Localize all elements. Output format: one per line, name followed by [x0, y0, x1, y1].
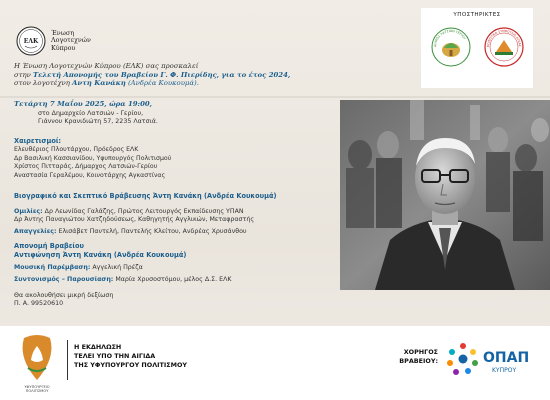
intro-line-3-pre: στον λογοτέχνη — [14, 79, 73, 88]
sponsors-title: ΥΠΟΣΤΗΡΙΚΤΕΣ — [453, 12, 501, 18]
agkastina-seal-text: ΚΟΙΝΟΤΙΚΟ ΣΥΜΒΟΥΛΙΟ ΑΓΚΑΣ — [485, 28, 523, 48]
patronage-line: ΤΕΛΕΙ ΥΠΟ ΤΗΝ ΑΙΓΙΔΑ — [74, 352, 156, 360]
paper-crease — [0, 96, 550, 98]
rsvp-phone: Π. Α. 99520610 — [14, 300, 64, 308]
award-section — [14, 242, 186, 260]
award-line-2: Αντιφώνηση Άντη Κανάκη (Ανδρέα Κουκουμά) — [14, 251, 187, 259]
recitation-label: Απαγγελίες: — [14, 228, 57, 235]
coordination — [14, 276, 232, 284]
greetings-list — [14, 146, 171, 180]
intro-line-2-pre: στην — [14, 70, 34, 79]
patronage-line: ΤΗΣ ΥΦΥΠΟΥΡΓΟΥ ΠΟΛΙΤΙΣΜΟΥ — [74, 361, 188, 369]
coord-label: Συντονισμός – Παρουσίαση: — [14, 276, 114, 283]
elk-name-line: Ένωση — [51, 28, 75, 37]
event-venue — [38, 110, 158, 126]
opap-name: ΟΠΑΠ — [483, 350, 530, 366]
speeches — [14, 208, 254, 224]
speeches-text: Δρ Λεωνίδας Γαλάζης, Πρώτος Λειτουργός Εκπαίδευσης ΥΠΑΝ — [42, 208, 244, 215]
opap-logo-icon — [443, 338, 543, 382]
sponsor-label-line: ΒΡΑΒΕΙΟΥ: — [399, 357, 438, 365]
honoree-alias: (Ανδρέα Κουκουμά). — [125, 79, 199, 88]
award-line-1: Απονομή Βραβείου — [14, 242, 84, 250]
footer-band — [0, 326, 550, 400]
venue-line-2: Γιάννου Κρανιδιώτη 57, 2235 Λατσιά. — [38, 118, 158, 125]
sponsor-label-line: ΧΟΡΗΓΟΣ — [403, 348, 438, 356]
recitations — [14, 228, 247, 236]
elk-name — [51, 30, 91, 53]
latsia-seal-text: ΔΗΜΟΣ ΛΑΤΣΙΩΝ ΓΕΡΙΟΥ — [432, 28, 467, 48]
patronage-line: Η ΕΚΔΗΛΩΣΗ — [74, 343, 122, 351]
opap-sub: ΚΥΠΡΟΥ — [492, 367, 517, 374]
coord-text: Μαρία Χρυσοστόμου, μέλος Δ.Σ. ΕΛΚ — [113, 276, 232, 283]
elk-name-line: Λογοτεχνών — [51, 36, 91, 45]
ceremony-title: Τελετή Απονομής του Βραβείου Γ. Φ. Πιερίδης, για το έτος 2024, — [33, 70, 291, 79]
elk-name-line: Κύπρου — [51, 43, 76, 52]
speeches-text-2: Δρ Άντης Παναγιώτου Χατζηδούσεως, Καθηγητής Αγγλικών, Μεταφραστής — [14, 216, 255, 224]
intro-line-3 — [14, 79, 290, 88]
elk-logo — [16, 26, 91, 56]
award-sponsor-label — [384, 348, 438, 366]
elk-emblem-icon — [16, 26, 46, 56]
music-label: Μουσική Παρέμβαση: — [14, 264, 91, 271]
greetings-title: Χαιρετισμοί: — [14, 137, 62, 145]
ministry-caption: ΥΦΥΠΟΥΡΓΕΙΟ ΠΟΛΙΤΙΣΜΟΥ — [24, 385, 50, 394]
greeting-item: Ελευθέριος Πλουτάρχου, Πρόεδρος ΕΛΚ — [14, 146, 139, 153]
honoree-name: Αντη Κανάκη — [72, 79, 126, 88]
cyprus-coat-of-arms-icon — [14, 334, 60, 384]
agkastina-council-seal-icon — [483, 26, 525, 68]
speeches-label: Ομιλίες: — [14, 208, 43, 215]
greeting-item: Χρίστος Πιτταράς, Δήμαρχος Λατσιών-Γερίου — [14, 163, 158, 171]
sponsors-box — [421, 8, 533, 88]
invitation-intro — [14, 62, 290, 88]
venue-line-1: στο Δημαρχείο Λατσιών - Γερίου, — [38, 110, 144, 117]
music-text: Αγγελική Πρέζα — [90, 264, 143, 271]
bio-heading: Βιογραφικό και Σκεπτικό Βράβευσης Άντη Κανάκη (Ανδρέα Κουκουμά) — [14, 192, 277, 200]
music-intervention — [14, 264, 143, 272]
recitation-text: Ελισάβετ Παντελή, Παντελής Κλείτου, Ανδρέας Χρυσάνθου — [56, 228, 247, 235]
reception-info — [14, 292, 113, 309]
event-date: Τετάρτη 7 Μαΐου 2025, ώρα 19:00, — [14, 100, 153, 108]
latsia-municipality-seal-icon — [430, 26, 472, 68]
greeting-item: Αναστασία Γεραλέμου, Κοινοτάρχης Αγκαστίνας — [14, 171, 166, 179]
intro-line-1: Η Ένωση Λογοτεχνών Κύπρου (ΕΛΚ) σας προσκαλεί — [14, 62, 199, 70]
honoree-portrait-photo — [340, 100, 550, 290]
intro-line-2 — [14, 71, 290, 80]
elk-acronym: ΕΛΚ — [23, 38, 39, 45]
footer-divider — [67, 340, 68, 380]
patronage-text — [74, 343, 187, 370]
reception-text: Θα ακολουθήσει μικρή δεξίωση — [14, 292, 114, 299]
greeting-item: Δρ Βασιλική Κασσιανίδου, Υφυπουργός Πολιτισμού — [14, 154, 172, 162]
